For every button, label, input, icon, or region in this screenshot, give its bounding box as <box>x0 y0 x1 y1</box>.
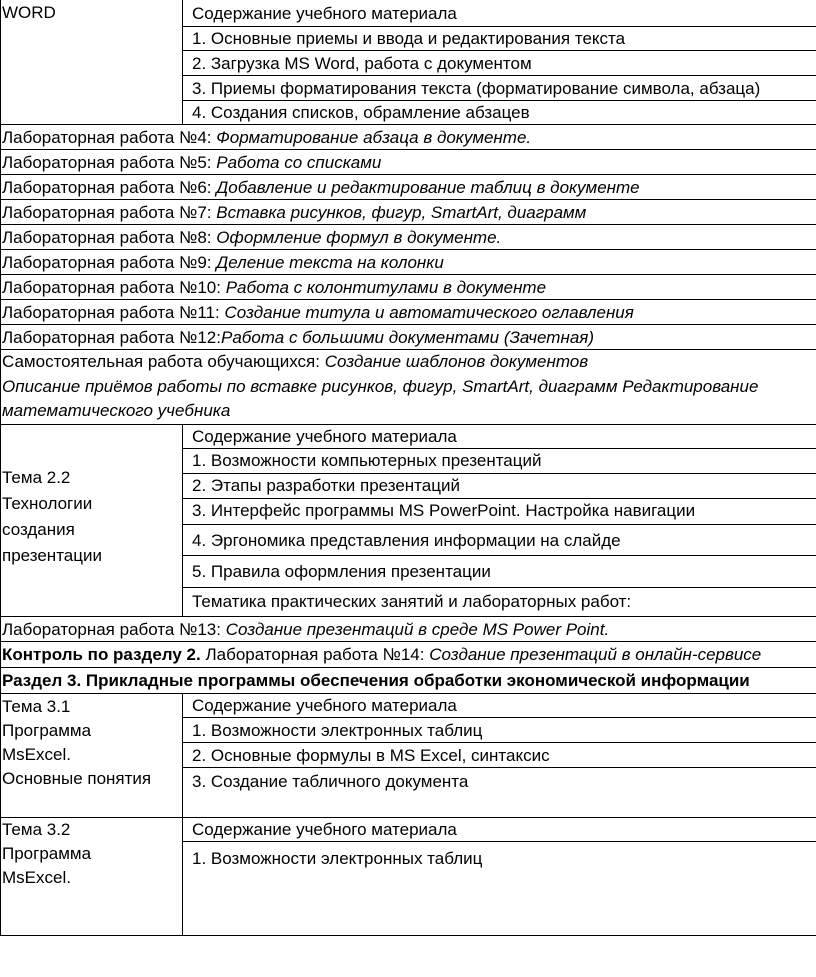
lab-row-10: Лабораторная работа №10: Работа с колонтитулами в документе <box>2 278 547 297</box>
col-divider-3-2 <box>182 817 183 935</box>
control-section-2-row: Контроль по разделу 2. Лабораторная работа №14: Создание презентаций в онлайн-сервисе <box>2 645 762 664</box>
topic-3-1-line1: Тема 3.1 <box>2 697 71 716</box>
lab-row-5: Лабораторная работа №5: Работа со списками <box>2 153 382 172</box>
topic-2-2-line2: Технологии <box>2 494 93 513</box>
self-work-desc-line1: Описание приёмов работы по вставке рисунков, фигур, SmartArt, диаграмм Редактирование <box>2 377 759 396</box>
col-divider-3-1 <box>182 693 183 817</box>
topic-3-2-item-1: 1. Возможности электронных таблиц <box>192 849 483 868</box>
word-item-1: 1. Основные приемы и ввода и редактирования текста <box>192 29 626 48</box>
topic-2-2-line1: Тема 2.2 <box>2 468 71 487</box>
topic-2-2-item-5: 5. Правила оформления презентации <box>192 562 491 581</box>
topic-3-1-item-1: 1. Возможности электронных таблиц <box>192 721 483 740</box>
border-left <box>0 0 1 935</box>
topic-3-1-line3: MsExcel. <box>2 745 71 764</box>
topic-3-2-line3: MsExcel. <box>2 868 71 887</box>
lab-row-11: Лабораторная работа №11: Создание титула и автоматического оглавления <box>2 303 634 322</box>
topic-2-2-item-3: 3. Интерфейс программы MS PowerPoint. Настройка навигации <box>192 501 696 520</box>
col-divider-word <box>182 0 183 124</box>
topic-2-2-line4: презентации <box>2 546 102 565</box>
topic-2-2-practice-header: Тематика практических занятий и лабораторных работ: <box>192 592 632 611</box>
lab-row-4: Лабораторная работа №4: Форматирование абзаца в документе. <box>2 128 532 147</box>
topic-3-2-line2: Программа <box>2 844 92 863</box>
self-work-row: Самостоятельная работа обучающихся: Создание шаблонов документов <box>2 352 589 371</box>
topic-2-2-item-4: 4. Эргономика представления информации на слайде <box>192 531 621 550</box>
topic-3-1-item-3: 3. Создание табличного документа <box>192 772 469 791</box>
topic-3-1-item-2: 2. Основные формулы в MS Excel, синтаксис <box>192 746 550 765</box>
lab-row-7: Лабораторная работа №7: Вставка рисунков, фигур, SmartArt, диаграмм <box>2 203 587 222</box>
section-3-title: Раздел 3. Прикладные программы обеспечения обработки экономической информации <box>2 671 750 690</box>
topic-3-2-content-header: Содержание учебного материала <box>192 820 457 839</box>
word-content-header: Содержание учебного материала <box>192 4 457 23</box>
topic-2-2-line3: создания <box>2 520 75 539</box>
topic-3-1-content-header: Содержание учебного материала <box>192 696 457 715</box>
lab-row-13: Лабораторная работа №13: Создание презентаций в среде MS Power Point. <box>2 620 610 639</box>
lab-row-12: Лабораторная работа №12:Работа с большими документами (Зачетная) <box>2 328 595 347</box>
topic-3-1-line2: Программа <box>2 721 92 740</box>
lab-row-8: Лабораторная работа №8: Оформление формул в документе. <box>2 228 502 247</box>
topic-3-2-line1: Тема 3.2 <box>2 820 71 839</box>
topic-2-2-item-2: 2. Этапы разработки презентаций <box>192 476 460 495</box>
word-item-2: 2. Загрузка MS Word, работа с документом <box>192 54 532 73</box>
word-item-3: 3. Приемы форматирования текста (форматирование символа, абзаца) <box>192 79 761 98</box>
topic-word-label: WORD <box>2 3 56 22</box>
lab-row-9: Лабораторная работа №9: Деление текста на колонки <box>2 253 444 272</box>
topic-3-1-line4: Основные понятия <box>2 769 152 788</box>
topic-2-2-content-header: Содержание учебного материала <box>192 427 457 446</box>
topic-2-2-item-1: 1. Возможности компьютерных презентаций <box>192 451 542 470</box>
lab-row-6: Лабораторная работа №6: Добавление и редактирование таблиц в документе <box>2 178 640 197</box>
word-item-4: 4. Создания списков, обрамление абзацев <box>192 103 530 122</box>
self-work-desc-line2: математического учебника <box>2 401 231 420</box>
